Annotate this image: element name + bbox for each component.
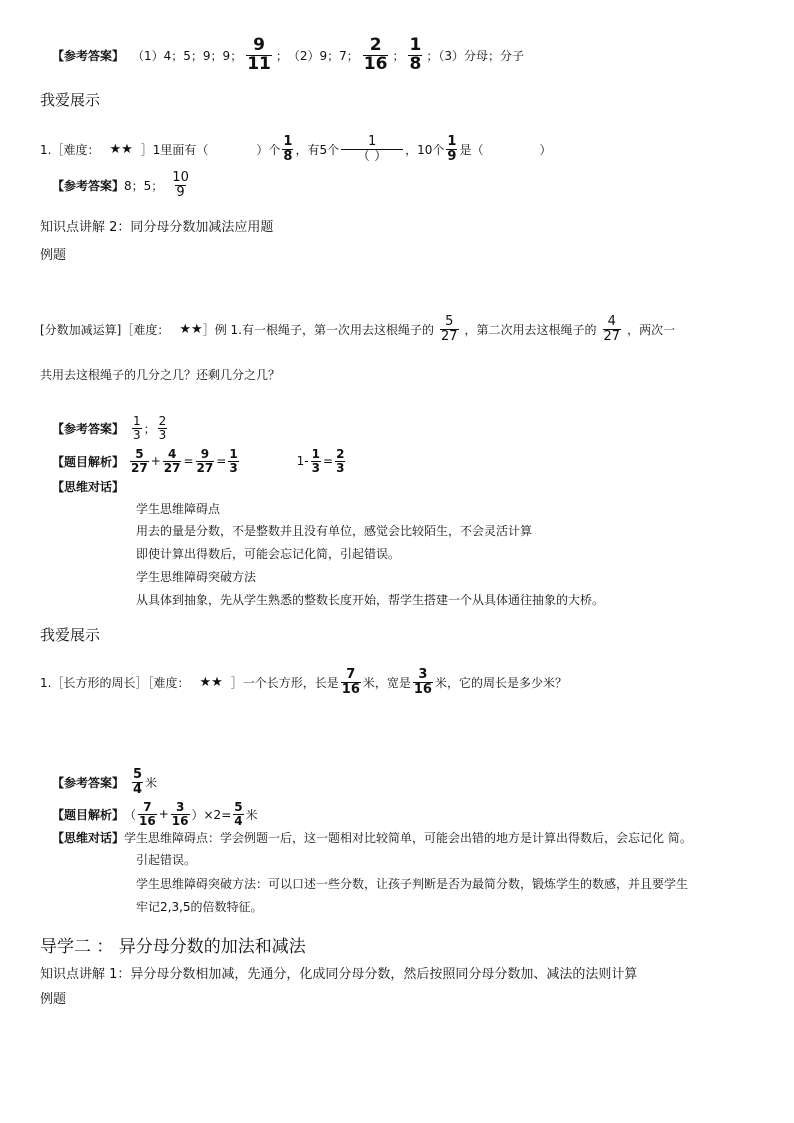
answer-label: 【参考答案】 [52,178,125,193]
section-heading: 我爱展示 [40,91,101,109]
think-text: 引起错误。 [136,853,197,867]
fraction: $\frac{5}{27}$ [440,313,458,344]
fraction: $\frac{1}{3}$ [229,446,238,475]
separator: ； [392,48,405,63]
think-text: 学生思维障碍点 [136,502,221,516]
question-prefix: 1.［长方形的周长］［难度： [40,675,190,690]
answer-line-1 [52,34,524,76]
fraction: $\frac{2}{16}$ [363,34,388,74]
question-line [40,129,551,169]
fraction: $\frac{1}{8}$ [283,133,293,164]
question-tag: [分数加减运算]［难度： [40,322,170,337]
question-prefix: 1.［难度： [40,142,100,157]
question-text: 米，它的周长是多少米？ [434,675,567,690]
fraction: $\frac{9}{11}$ [247,34,271,74]
question-text: ，第二次用去这根绳子的 [464,322,597,337]
question-text: ］一个长方形，长是 [230,675,339,690]
fraction: $\frac{3}{16}$ [413,666,432,697]
fraction: $\frac{4}{27}$ [163,446,181,475]
fraction: $\frac{10}{9}$ [172,169,189,200]
separator: ； [143,421,156,436]
separator: ； [275,48,288,63]
question-text: 米，宽是 [362,675,411,690]
analysis-label: 【题目解析】 [52,454,125,469]
think-text: 牢记2,3,5的倍数特征。 [136,900,263,914]
fraction: $\frac{3}{16}$ [171,799,189,828]
think-label: 【思维对话】 [52,831,125,845]
answer-label: 【参考答案】 [52,48,125,63]
unit: 米 [245,807,258,822]
difficulty-stars: ★★ [179,321,203,337]
analysis-line [52,796,258,832]
answer-label: 【参考答案】 [52,775,125,790]
fraction: $\frac{1}{3}$ [133,413,141,442]
operator: 1- [296,454,309,468]
fraction: $\frac{2}{3}$ [158,413,167,442]
think-label: 【思维对话】 [52,480,125,494]
answer-text: （1）4；5；9；9； [132,48,243,63]
think-text: 学生思维障碍点：学会例题一后，这一题相对比较简单，可能会出错的地方是计算出得数后，会忘记化 简。 [124,831,692,845]
think-text: 即使计算出得数后，可能会忘记化简，引起错误。 [136,547,401,561]
difficulty-stars: ★★ [109,141,133,157]
question-text: ，有5个 [295,142,340,157]
difficulty-stars: ★★ [199,674,223,690]
fraction: $\frac{7}{16}$ [341,666,360,697]
example-heading: 例题 [40,248,67,263]
answer-text: （2）9；7； [287,48,359,63]
question-line [40,662,567,702]
operator: + [150,454,161,468]
think-text: 用去的量是分数，不是整数并且没有单位，感觉会比较陌生，不会灵活计算 [136,524,533,538]
fraction: $\frac{1}{( )}$ [341,135,403,163]
fraction: $\frac{5}{4}$ [133,766,143,797]
fraction: $\frac{2}{3}$ [336,446,345,475]
operator: = [323,454,334,468]
operator: （ [124,807,137,822]
operator: = [183,454,194,468]
example-question [40,309,675,349]
fraction: $\frac{1}{8}$ [409,34,422,74]
question-text: ） [539,142,552,157]
answer-line [52,168,192,202]
question-text: ］1里面有（ [140,142,209,157]
question-text: ）个 [256,142,281,157]
think-text: 从具体到抽象，先从学生熟悉的整数长度开始，帮学生搭建一个从具体通往抽象的大桥。 [136,593,605,607]
fraction: $\frac{5}{4}$ [234,799,243,828]
think-text: 学生思维障碍突破方法 [136,570,257,584]
think-line [52,829,692,846]
unit: 米 [145,775,158,790]
operator: ）×2= [191,807,232,822]
operator: = [216,454,227,468]
question-text: ，10个 [405,142,445,157]
question-text: 是（ [459,142,484,157]
answer-text: ；（3）分母；分子 [426,48,524,63]
think-text: 学生思维障碍突破方法：可以口述一些分数，让孩子判断是否为最简分数，锻炼学生的数感，并且要学生 [136,877,689,891]
fraction: $\frac{1}{3}$ [311,446,320,475]
knowledge-point-heading: 知识点讲解 2：同分母分数加减法应用题 [40,220,274,235]
fraction: $\frac{4}{27}$ [603,313,621,344]
fraction: $\frac{7}{16}$ [139,799,156,828]
guide-heading: 导学二 ： 异分母分数的加法和减法 [40,937,306,957]
fraction: $\frac{5}{27}$ [131,446,148,475]
question-text: ］例 1.有一根绳子，第一次用去这根绳子的 [202,322,434,337]
answer-text: 8；5； [124,178,164,193]
analysis-line [52,442,347,480]
answer-label: 【参考答案】 [52,421,125,436]
fraction: $\frac{9}{27}$ [196,446,214,475]
knowledge-point-heading: 知识点讲解 1：异分母分数相加减，先通分，化成同分母分数，然后按照同分母分数加、减法的法则计算 [40,967,638,982]
section-heading: 我爱展示 [40,626,101,644]
fraction: $\frac{1}{9}$ [447,133,457,164]
analysis-label: 【题目解析】 [52,807,125,822]
example-heading: 例题 [40,992,67,1007]
operator: + [158,807,169,821]
question-text: 共用去这根绳子的几分之几？还剩几分之几？ [40,368,281,382]
question-text: ，两次一 [627,322,676,337]
